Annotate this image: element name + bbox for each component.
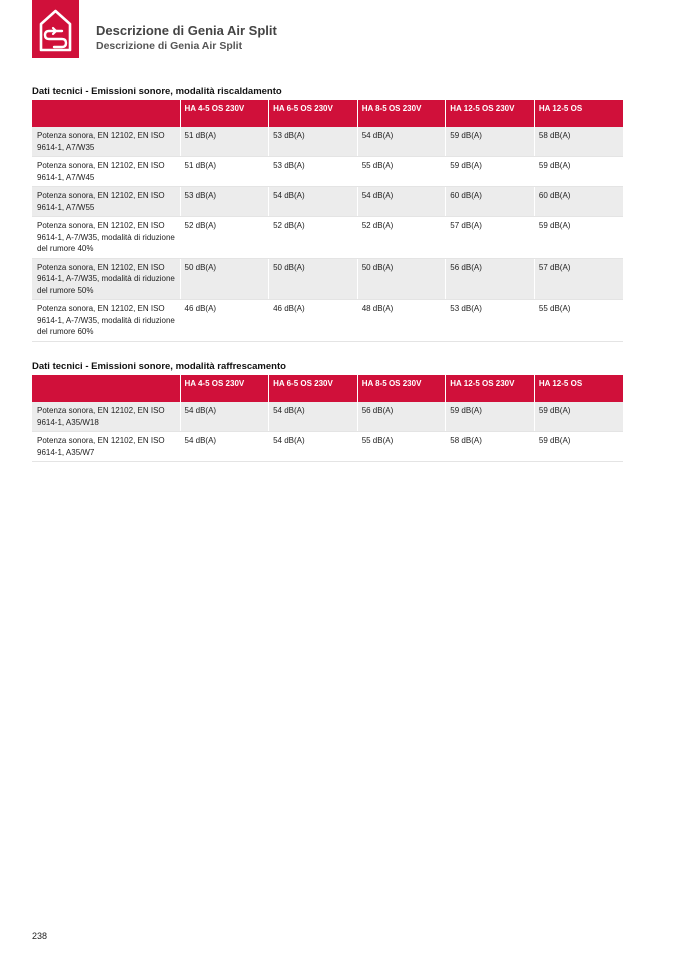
header-cell-model: HA 6-5 OS 230V: [269, 100, 358, 127]
value-cell: 60 dB(A): [534, 187, 623, 217]
value-cell: 54 dB(A): [269, 402, 358, 432]
row-label-cell: Potenza sonora, EN 12102, EN ISO 9614-1, A35/W18: [32, 402, 180, 432]
header-cell-model: HA 8-5 OS 230V: [357, 100, 446, 127]
page-title: Descrizione di Genia Air Split: [96, 23, 277, 38]
value-cell: 51 dB(A): [180, 127, 269, 157]
table-row: [32, 402, 623, 432]
value-cell: 54 dB(A): [269, 432, 358, 462]
value-cell: 46 dB(A): [180, 300, 269, 342]
value-cell: 55 dB(A): [357, 157, 446, 187]
table-header-row: [32, 375, 623, 402]
value-cell: 55 dB(A): [534, 300, 623, 342]
value-cell: 52 dB(A): [357, 217, 446, 259]
header-cell-label: [32, 375, 180, 402]
value-cell: 50 dB(A): [357, 258, 446, 300]
value-cell: 54 dB(A): [180, 402, 269, 432]
value-cell: 54 dB(A): [269, 187, 358, 217]
value-cell: 53 dB(A): [446, 300, 535, 342]
header-cell-model: HA 12-5 OS 230V: [446, 375, 535, 402]
header-cell-model: HA 8-5 OS 230V: [357, 375, 446, 402]
row-label-cell: Potenza sonora, EN 12102, EN ISO 9614-1, A-7/W35, modalità di riduzione del rumore 40%: [32, 217, 180, 259]
table-row: [32, 258, 623, 300]
value-cell: 56 dB(A): [446, 258, 535, 300]
value-cell: 59 dB(A): [534, 217, 623, 259]
table-row: [32, 217, 623, 259]
row-label-cell: Potenza sonora, EN 12102, EN ISO 9614-1, A-7/W35, modalità di riduzione del rumore 50%: [32, 258, 180, 300]
value-cell: 53 dB(A): [269, 127, 358, 157]
header-cell-model: HA 4-5 OS 230V: [180, 375, 269, 402]
value-cell: 48 dB(A): [357, 300, 446, 342]
cooling-noise-table: [32, 375, 623, 462]
value-cell: 53 dB(A): [269, 157, 358, 187]
value-cell: 53 dB(A): [180, 187, 269, 217]
value-cell: 52 dB(A): [269, 217, 358, 259]
cooling-section-title: Dati tecnici - Emissioni sonore, modalità raffrescamento: [32, 361, 286, 372]
table-row: [32, 157, 623, 187]
value-cell: 60 dB(A): [446, 187, 535, 217]
header-cell-label: [32, 100, 180, 127]
table-row: [32, 187, 623, 217]
table-header-row: [32, 100, 623, 127]
header-cell-model: HA 12-5 OS 230V: [446, 100, 535, 127]
row-label-cell: Potenza sonora, EN 12102, EN ISO 9614-1, A7/W35: [32, 127, 180, 157]
value-cell: 50 dB(A): [180, 258, 269, 300]
header-cell-model: HA 12-5 OS: [534, 100, 623, 127]
header-cell-model: HA 6-5 OS 230V: [269, 375, 358, 402]
row-label-cell: Potenza sonora, EN 12102, EN ISO 9614-1, A7/W55: [32, 187, 180, 217]
value-cell: 59 dB(A): [534, 157, 623, 187]
value-cell: 46 dB(A): [269, 300, 358, 342]
table-row: [32, 432, 623, 462]
page-number: 238: [32, 931, 48, 941]
value-cell: 52 dB(A): [180, 217, 269, 259]
value-cell: 56 dB(A): [357, 402, 446, 432]
page-subtitle: Descrizione di Genia Air Split: [96, 40, 243, 52]
value-cell: 55 dB(A): [357, 432, 446, 462]
heating-section-title: Dati tecnici - Emissioni sonore, modalità riscaldamento: [32, 86, 282, 97]
value-cell: 59 dB(A): [534, 402, 623, 432]
value-cell: 59 dB(A): [446, 402, 535, 432]
value-cell: 59 dB(A): [446, 157, 535, 187]
row-label-cell: Potenza sonora, EN 12102, EN ISO 9614-1, A-7/W35, modalità di riduzione del rumore 60%: [32, 300, 180, 342]
value-cell: 57 dB(A): [534, 258, 623, 300]
row-label-cell: Potenza sonora, EN 12102, EN ISO 9614-1, A35/W7: [32, 432, 180, 462]
value-cell: 58 dB(A): [446, 432, 535, 462]
house-heating-icon: [32, 0, 79, 58]
header-cell-model: HA 12-5 OS: [534, 375, 623, 402]
table-row: [32, 127, 623, 157]
value-cell: 57 dB(A): [446, 217, 535, 259]
value-cell: 54 dB(A): [357, 187, 446, 217]
row-label-cell: Potenza sonora, EN 12102, EN ISO 9614-1, A7/W45: [32, 157, 180, 187]
brand-logo: [32, 0, 79, 58]
value-cell: 51 dB(A): [180, 157, 269, 187]
value-cell: 54 dB(A): [357, 127, 446, 157]
value-cell: 54 dB(A): [180, 432, 269, 462]
value-cell: 59 dB(A): [534, 432, 623, 462]
header-cell-model: HA 4-5 OS 230V: [180, 100, 269, 127]
value-cell: 58 dB(A): [534, 127, 623, 157]
value-cell: 50 dB(A): [269, 258, 358, 300]
heating-noise-table: [32, 100, 623, 342]
table-row: [32, 300, 623, 342]
value-cell: 59 dB(A): [446, 127, 535, 157]
